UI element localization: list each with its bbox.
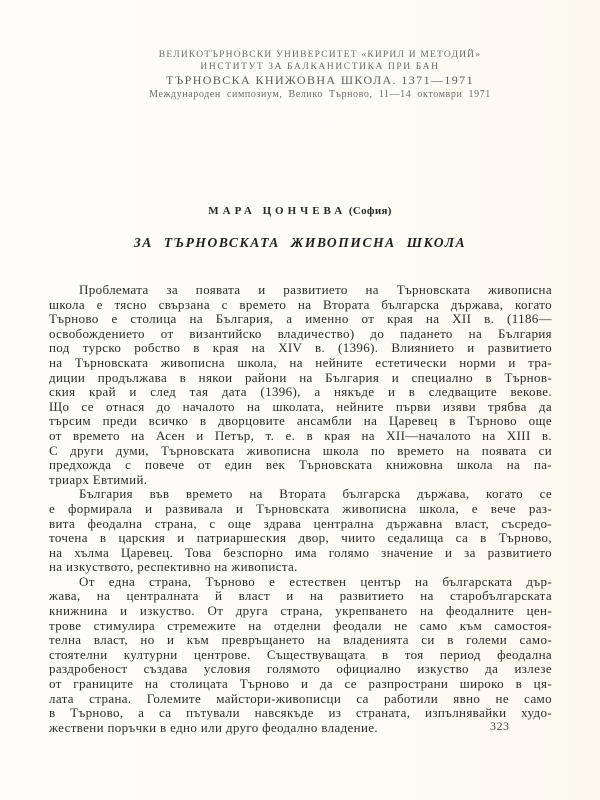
header-symposium: Международен симпозиум, Велико Търново, 11—14 октомври 1971: [149, 89, 491, 100]
publication-header: [0, 49, 600, 101]
text-line: лата страна. Големите майстори-живописци са работили явно не само: [49, 691, 552, 706]
header-university: ВЕЛИКОТЪРНОВСКИ УНИВЕРСИТЕТ «КИРИЛ И МЕТОДИЙ»: [158, 50, 482, 60]
text-line: От една страна, Търново е естествен център на българската дър-: [79, 574, 552, 589]
author-line: [0, 205, 600, 217]
header-institute: ИНСТИТУТ ЗА БАЛКАНИСТИКА ПРИ БАН: [200, 62, 440, 72]
paragraph: [49, 487, 552, 575]
text-line: жава, на централната й власт и на развитието на старобългарската: [49, 589, 552, 604]
text-line: в Търново, а са пътували навсякъде из страната, изпълнявайки худо-: [49, 706, 552, 721]
header-publication-title: ТЪРНОВСКА КНИЖОВНА ШКОЛА. 1371—1971: [166, 73, 474, 87]
text-line: раздробеност създава условия голямото официално изкуство да излезе: [49, 662, 552, 677]
author-place: (София): [348, 205, 392, 217]
page-number: 323: [490, 719, 510, 733]
text-line: стоятелни културни центрове. Съществуващата в тоя период феодална: [49, 647, 552, 662]
text-line: школа е тясно свързана с времето на Втората българска държава, когато: [49, 297, 552, 312]
text-line: диции продължава в някои райони на България и специално в Търнов-: [49, 370, 552, 385]
text-line: на изкуството, респективно на живописта.: [49, 560, 298, 575]
article-title: ЗА ТЪРНОВСКАТА ЖИВОПИСНА ШКОЛА: [133, 235, 467, 250]
text-line: С други думи, Търновската живописна школа по времето на появата си: [49, 443, 552, 458]
text-line: на Търновската живописна школа, на нейните естетически норми и тра-: [49, 355, 552, 370]
author-name: МАРА ЦОНЧЕВА: [208, 205, 347, 217]
text-line: от времето на Асен и Петър, т. е. в края на XII—началото на XIII в.: [49, 428, 552, 443]
text-line: от границите на столицата Търново и да се разпространи широко в ця-: [49, 677, 552, 692]
text-line: ския край и след тая дата (1396), а някъде и в следващите векове.: [49, 385, 552, 400]
text-line: вита феодална страна, с още здрава централна държавна власт, съсредо-: [49, 516, 552, 531]
text-line: търсим преди всичко в дворцовите ансамбли на Царевец в Търново още: [49, 414, 552, 429]
text-line: е формирала и развивала и Търновската живописна школа, е вече раз-: [49, 501, 552, 516]
text-line: жествени поръчки в едно или друго феодално владение.: [49, 720, 379, 735]
text-line: под турско робство в края на XIV в. (1396). Влиянието и развитието: [49, 341, 552, 356]
text-line: книжнина и изкуство. От друга страна, укрепването на феодалните цен-: [49, 604, 552, 619]
text-line: трове стимулира стремежите на отделни феодали не само към самостоя-: [49, 618, 552, 633]
paragraph: [49, 283, 552, 487]
text-line: телна власт, но и към превръщането на владенията си в големи само-: [49, 633, 552, 648]
text-line: освобождението от византийско владичество) до падането на България: [49, 326, 552, 341]
text-line: Що се отнася до началото на школата, нейните първи изяви трябва да: [49, 399, 552, 414]
paragraph: [49, 575, 552, 736]
text-line: предхожда с повече от един век Търновската книжовна школа на па-: [49, 458, 552, 473]
text-line: България във времето на Втората българска държава, когато се: [79, 487, 552, 502]
text-line: на хълма Царевец. Това безспорно има голямо значение и за развитието: [49, 545, 552, 560]
article-body: [49, 283, 552, 735]
text-line: Търново е столица на България, а именно от края на XII в. (1186—: [49, 312, 552, 327]
text-line: Проблемата за появата и развитието на Търновската живописна: [79, 283, 552, 297]
text-line: триарх Евтимий.: [49, 472, 148, 487]
text-line: точена в царския и патриаршеския двор, чиито седалища са в Търново,: [49, 531, 552, 546]
